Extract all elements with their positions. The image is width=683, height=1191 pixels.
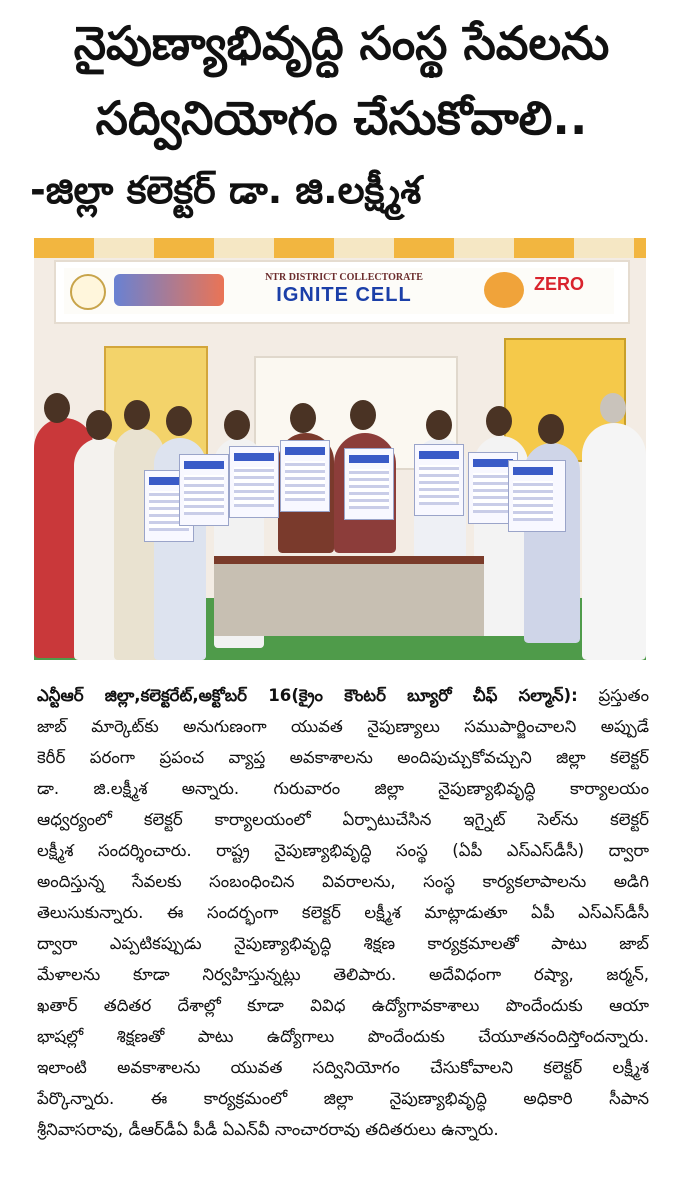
article-line: అందిస్తున్న సేవలకు సంబంధించిన వివరాలను, సంస్థ కార్యకలాపాలను అడిగి (37, 872, 649, 891)
article-line: జాబ్ మార్కెట్‌కు అనుగుణంగా యువత నైపుణ్యాలు సముపార్జించాలని అప్పుడే (37, 717, 649, 736)
person-head (486, 406, 512, 436)
person-head (44, 393, 70, 423)
person-head (290, 403, 316, 433)
article-line: పేర్కొన్నారు. ఈ కార్యక్రమంలో జిల్లా నైపుణ్యాభివృద్ధి అధికారి సీపాన (37, 1089, 649, 1108)
banner-title: NTR DISTRICT COLLECTORATE (265, 272, 423, 283)
person (582, 423, 646, 660)
person-head (124, 400, 150, 430)
held-poster (179, 454, 229, 526)
article-body (37, 680, 649, 1145)
emblem-logo (70, 274, 106, 310)
person-head (600, 393, 626, 423)
held-poster (508, 460, 566, 532)
banner-name: IGNITE CELL (276, 284, 412, 306)
news-photo (34, 238, 646, 660)
zero-poverty-logo: ZERO (534, 274, 585, 294)
held-poster (414, 444, 464, 516)
person-head (350, 400, 376, 430)
article-line: శ్రీనివాసరావు, డీఆర్‌డీఏ పీడీ ఏఎన్‌వీ నాంచారరావు తదితరులు ఉన్నారు. (37, 1120, 499, 1139)
person-head (224, 410, 250, 440)
held-poster (344, 448, 394, 520)
person-head (166, 406, 192, 436)
person-head (538, 414, 564, 444)
andhra-2047-logo (114, 274, 224, 306)
article-line: లక్ష్మీశ సందర్శించారు. రాష్ట్ర నైపుణ్యాభివృద్ధి సంస్థ (ఏపీ ఎస్ఎస్‌డీసీ) ద్వారా (37, 841, 649, 860)
article-line: కెరీర్ పరంగా ప్రపంచ వ్యాప్త అవకాశాలను అందిపుచ్చుకోవచ్చుని జిల్లా కలెక్టర్ (37, 748, 649, 767)
article-line: తెలుసుకున్నారు. ఈ సందర్భంగా కలెక్టర్ లక్ష్మీశ మాట్లాడుతూ ఏపీ ఎస్ఎస్‌డీసీ (37, 903, 649, 922)
person-head (86, 410, 112, 440)
article-line: ఆధ్వర్యంలో కలెక్టర్ కార్యాలయంలో ఏర్పాటుచేసిన ఇగ్నైట్ సెల్‌ను కలెక్టర్ (37, 810, 649, 829)
article-dateline: ఎన్టీఆర్ జిల్లా,కలెక్టరేట్,అక్టోబర్ 16(క్రైం కౌంటర్ బ్యూరో చీఫ్ సల్మాన్): (37, 686, 578, 705)
one-family-logo (484, 272, 524, 308)
article-line: మేళాలను కూడా నిర్వహిస్తున్నట్లు తెలిపారు. అదేవిధంగా రష్యా, జర్మన్, (37, 965, 649, 984)
held-poster (229, 446, 279, 518)
article-line: ఇలాంటి అవకాశాలను యువత సద్వినియోగం చేసుకోవాలని కలెక్టర్ లక్ష్మీశ (37, 1058, 649, 1077)
article-text: ప్రస్తుతం (598, 686, 649, 705)
held-poster (280, 440, 330, 512)
article-line: ఖతార్ తదితర దేశాల్లో కూడా వివిధ ఉద్యోగావకాశాలు పొందేందుకు ఆయా (37, 996, 649, 1015)
table (214, 556, 484, 636)
headline-byline: -జిల్లా కలెక్టర్ డా. జి.లక్ష్మీశ (30, 168, 422, 212)
article-line: డా. జి.లక్ష్మీశ అన్నారు. గురువారం జిల్లా నైపుణ్యాభివృద్ధి కార్యాలయం (37, 779, 649, 798)
headline-line-2: సద్వినియోగం చేసుకోవాలి.. (95, 91, 588, 145)
article-line: ద్వారా ఎప్పటికప్పుడు నైపుణ్యాభివృద్ధి శిక్షణ కార్యక్రమాలతో పాటు జాబ్ (37, 934, 649, 953)
article-first-line (37, 680, 649, 711)
headline-line-1: నైపుణ్యాభివృద్ధి సంస్థ సేవలను (73, 16, 610, 70)
person-head (426, 410, 452, 440)
ignite-cell-banner (64, 268, 614, 314)
article-line: భాషల్లో శిక్షణతో పాటు ఉద్యోగాలు పొందేందుకు చేయూతనందిస్తోందన్నారు. (37, 1027, 649, 1046)
